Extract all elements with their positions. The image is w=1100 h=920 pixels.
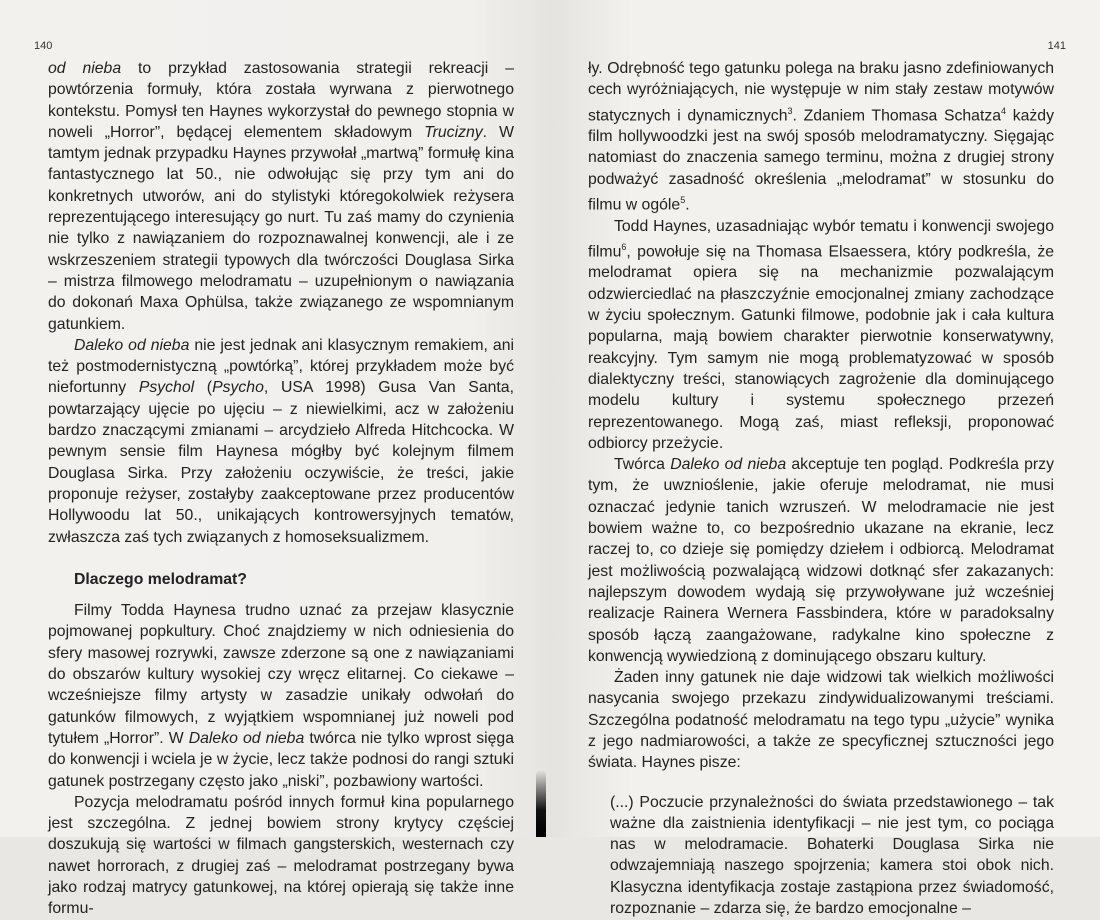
footnote-ref: 4: [1001, 105, 1007, 116]
text-run: twórca nie tylko wprost sięga do konwencji i wciela je w życie, lecz także podnosi do rangi sztuki gatunek postrzegany często jako „niski”, pozbawiony wartości.: [48, 729, 514, 790]
text-run: ły. Odrębność tego gatunku polega na braku jasno zdefiniowanych cech wyróżniających, nie występuje w nim stały zestaw motywów statycznych i dynamicznych: [588, 60, 1054, 124]
page-number-right: 141: [1047, 40, 1066, 52]
paragraph: [48, 58, 514, 335]
section-heading: Dlaczego melodramat?: [74, 570, 247, 588]
text-run: każdy film hollywoodzki jest na swój sposób melodramatyczny. Sięgając natomiast do znaczenia samego terminu, można z drugiej strony podważyć zasadność określenia „melodramat” w stosunku do filmu w ogóle: [588, 106, 1054, 214]
text-run: Todd Haynes, uzasadniając wybór tematu i konwencji swojego filmu: [588, 217, 1054, 261]
left-page: [0, 0, 550, 918]
text-run: . Zdaniem Thomasa Schatza: [792, 106, 1002, 124]
text-run: akceptuje ten pogląd. Podkreśla przy tym, że uwznioślenie, jakie oferuje melodramat, nie musi oznaczać jedynie tanich wzruszeń. W melodramacie nie jest bowiem ważne to, co bezpośrednio ukazane na ekranie, lecz raczej to, co dzieje się pomiędzy dziełem i odbiorcą. Melodramat jest możliwością pozwalającą widzowi dotknąć sfer zakazanych: najlepszym dowodem wydają się przywoływane już wcześniej realizacje Rainera Wernera Fassbindera, które w paradoksalny sposób łączą zaangażowane, radykalne kino społeczne z konwencją wywiedzioną z dominującego obszaru kultury.: [588, 456, 1054, 665]
italic-title: Psychol: [138, 379, 195, 397]
footnote-ref: 3: [787, 105, 793, 116]
text-run: , powołuje się na Thomasa Elsaessera, który podkreśla, że melodramat opiera się na mechanizmie pozwalającym odzwierciedlać na płaszczyźnie emocjonalnej zmiany zachodzące w życiu społecznym. Gatunki filmowe, podobnie jak i cała kultura popularna, mają bowiem charakter pierwotnie konserwatywny, reakcyjny. Tym samym nie mogą problematyzować w sposób dialektyczny treści, stanowiących zagrożenie dla dominującego modelu kultury i systemu społecznego przezeń reprezentowanego. Mogą zaś, miast refleksji, proponować odbiorcy przeżycie.: [588, 243, 1054, 452]
paragraph: [588, 58, 1054, 216]
text-run: nie jest jednak ani klasycznym remakiem, ani też postmodernistyczną „powtórką”, której przykładem może być niefortunny: [48, 336, 514, 397]
italic-title: Daleko od nieba: [670, 456, 787, 474]
italic-title: Trucizny: [424, 123, 483, 141]
paragraph: [588, 667, 1054, 773]
binding-shadow: [536, 770, 546, 837]
italic-title: Daleko od nieba: [74, 336, 190, 354]
page-number-left: 140: [34, 40, 53, 52]
paragraph: [48, 792, 514, 920]
text-run: to przykład zastosowania strategii rekreacji – powtórzenia formuły, która została wyrwana z pierwotnego kontekstu. Pomysł ten Haynes wykorzystał do pewnego stopnia w noweli „Horror”, będącej elementem składowym: [48, 60, 514, 141]
text-run: Twórca: [614, 456, 671, 474]
paragraph: [48, 600, 514, 792]
block-quote: [610, 792, 1054, 920]
text-run: (: [194, 379, 213, 397]
text-run: Żaden inny gatunek nie daje widzowi tak wielkich możliwości nasycania swojego przekazu zindywidualizowanymi treściami. Szczególna podatność melodramatu na tego typu „użycie” wynika z jego nadmiarowości, a także ze specyficznej sztuczności jego świata. Haynes pisze:: [588, 669, 1054, 772]
italic-title: Psycho: [212, 379, 264, 397]
text-run: .: [685, 196, 690, 214]
footnote-ref: 5: [680, 195, 686, 206]
right-page-text: [588, 58, 1054, 919]
paragraph: [588, 216, 1054, 455]
text-run: Pozycja melodramatu pośród innych formuł kina popularnego jest szczególna. Z jednej bowiem strony krytycy częściej doszukują się wartości w filmach gangsterskich, westernach czy nawet horrorach, z drugiej zaś – melodramat postrzegany bywa jako rodzaj matrycy gatunkowej, na której opierają się także inne formu-: [48, 793, 514, 918]
text-run: Filmy Todda Haynesa trudno uznać za przejaw klasycznie pojmowanej popkultury. Choć znajdziemy w nich odniesienia do sfery masowej rozrywki, zawsze zderzone są one z nawiązaniami do obszarów kultury wysokiej czy wręcz elitarnej. Co ciekawe – wcześniejsze filmy artysty w zasadzie unikały odwołań do gatunków filmowych, z wyjątkiem wspomnianej już noweli pod tytułem „Horror”. W: [48, 602, 514, 747]
text-run: . W tamtym jednak przypadku Haynes przywołał „martwą” formułę kina fantastycznego lat 50., nie odwołując się przy tym ani do konkretnych utworów, ani do stylistyki któregokolwiek reżysera reprezentującego interesujący go nurt. Tu zaś mamy do czynienia nie tylko z nawiązaniem do rozpoznawalnej konwencji, ale i ze wskrzeszeniem strategii typowych dla twórczości Douglasa Sirka – mistrza filmowego melodramatu – uzupełnionym o nawiązania do dokonań Maxa Ophülsa, także związanego ze wspomnianym gatunkiem.: [48, 123, 514, 333]
footnote-ref: 6: [621, 241, 627, 252]
italic-title: od nieba: [48, 60, 122, 77]
paragraph: [588, 454, 1054, 667]
italic-title: Daleko od nieba: [188, 729, 305, 747]
text-run: , USA 1998) Gusa Van Santa, powtarzający ujęcie po ujęciu – z niewielkimi, acz w założeniu bardzo znaczącymi zmianami – arcydzieło Alfreda Hitchcocka. W pewnym sensie film Haynesa mógłby być kolejnym filmem Douglasa Sirka. Przy założeniu oczywiście, że treści, jakie proponuje reżyser, zostałyby zaakceptowane przez producentów Hollywoodu lat 50., unikających kontrowersyjnych tematów, zwłaszcza zaś tych związanych z homoseksualizmem.: [48, 379, 514, 546]
left-page-text: [48, 58, 514, 920]
paragraph: [48, 335, 514, 548]
text-run: (...) Poczucie przynależności do świata przedstawionego – tak ważne dla zaistnienia identyfikacji – nie jest tym, co pociąga nas w melodramacie. Bohaterki Douglasa Sirka nie odwzajemniają naszego spojrzenia; kamera stoi obok nich. Klasyczna identyfikacja zostaje zastąpiona przez świadomość, rozpoznanie – zdarza się, że bardzo emocjonalne –: [610, 793, 1054, 918]
